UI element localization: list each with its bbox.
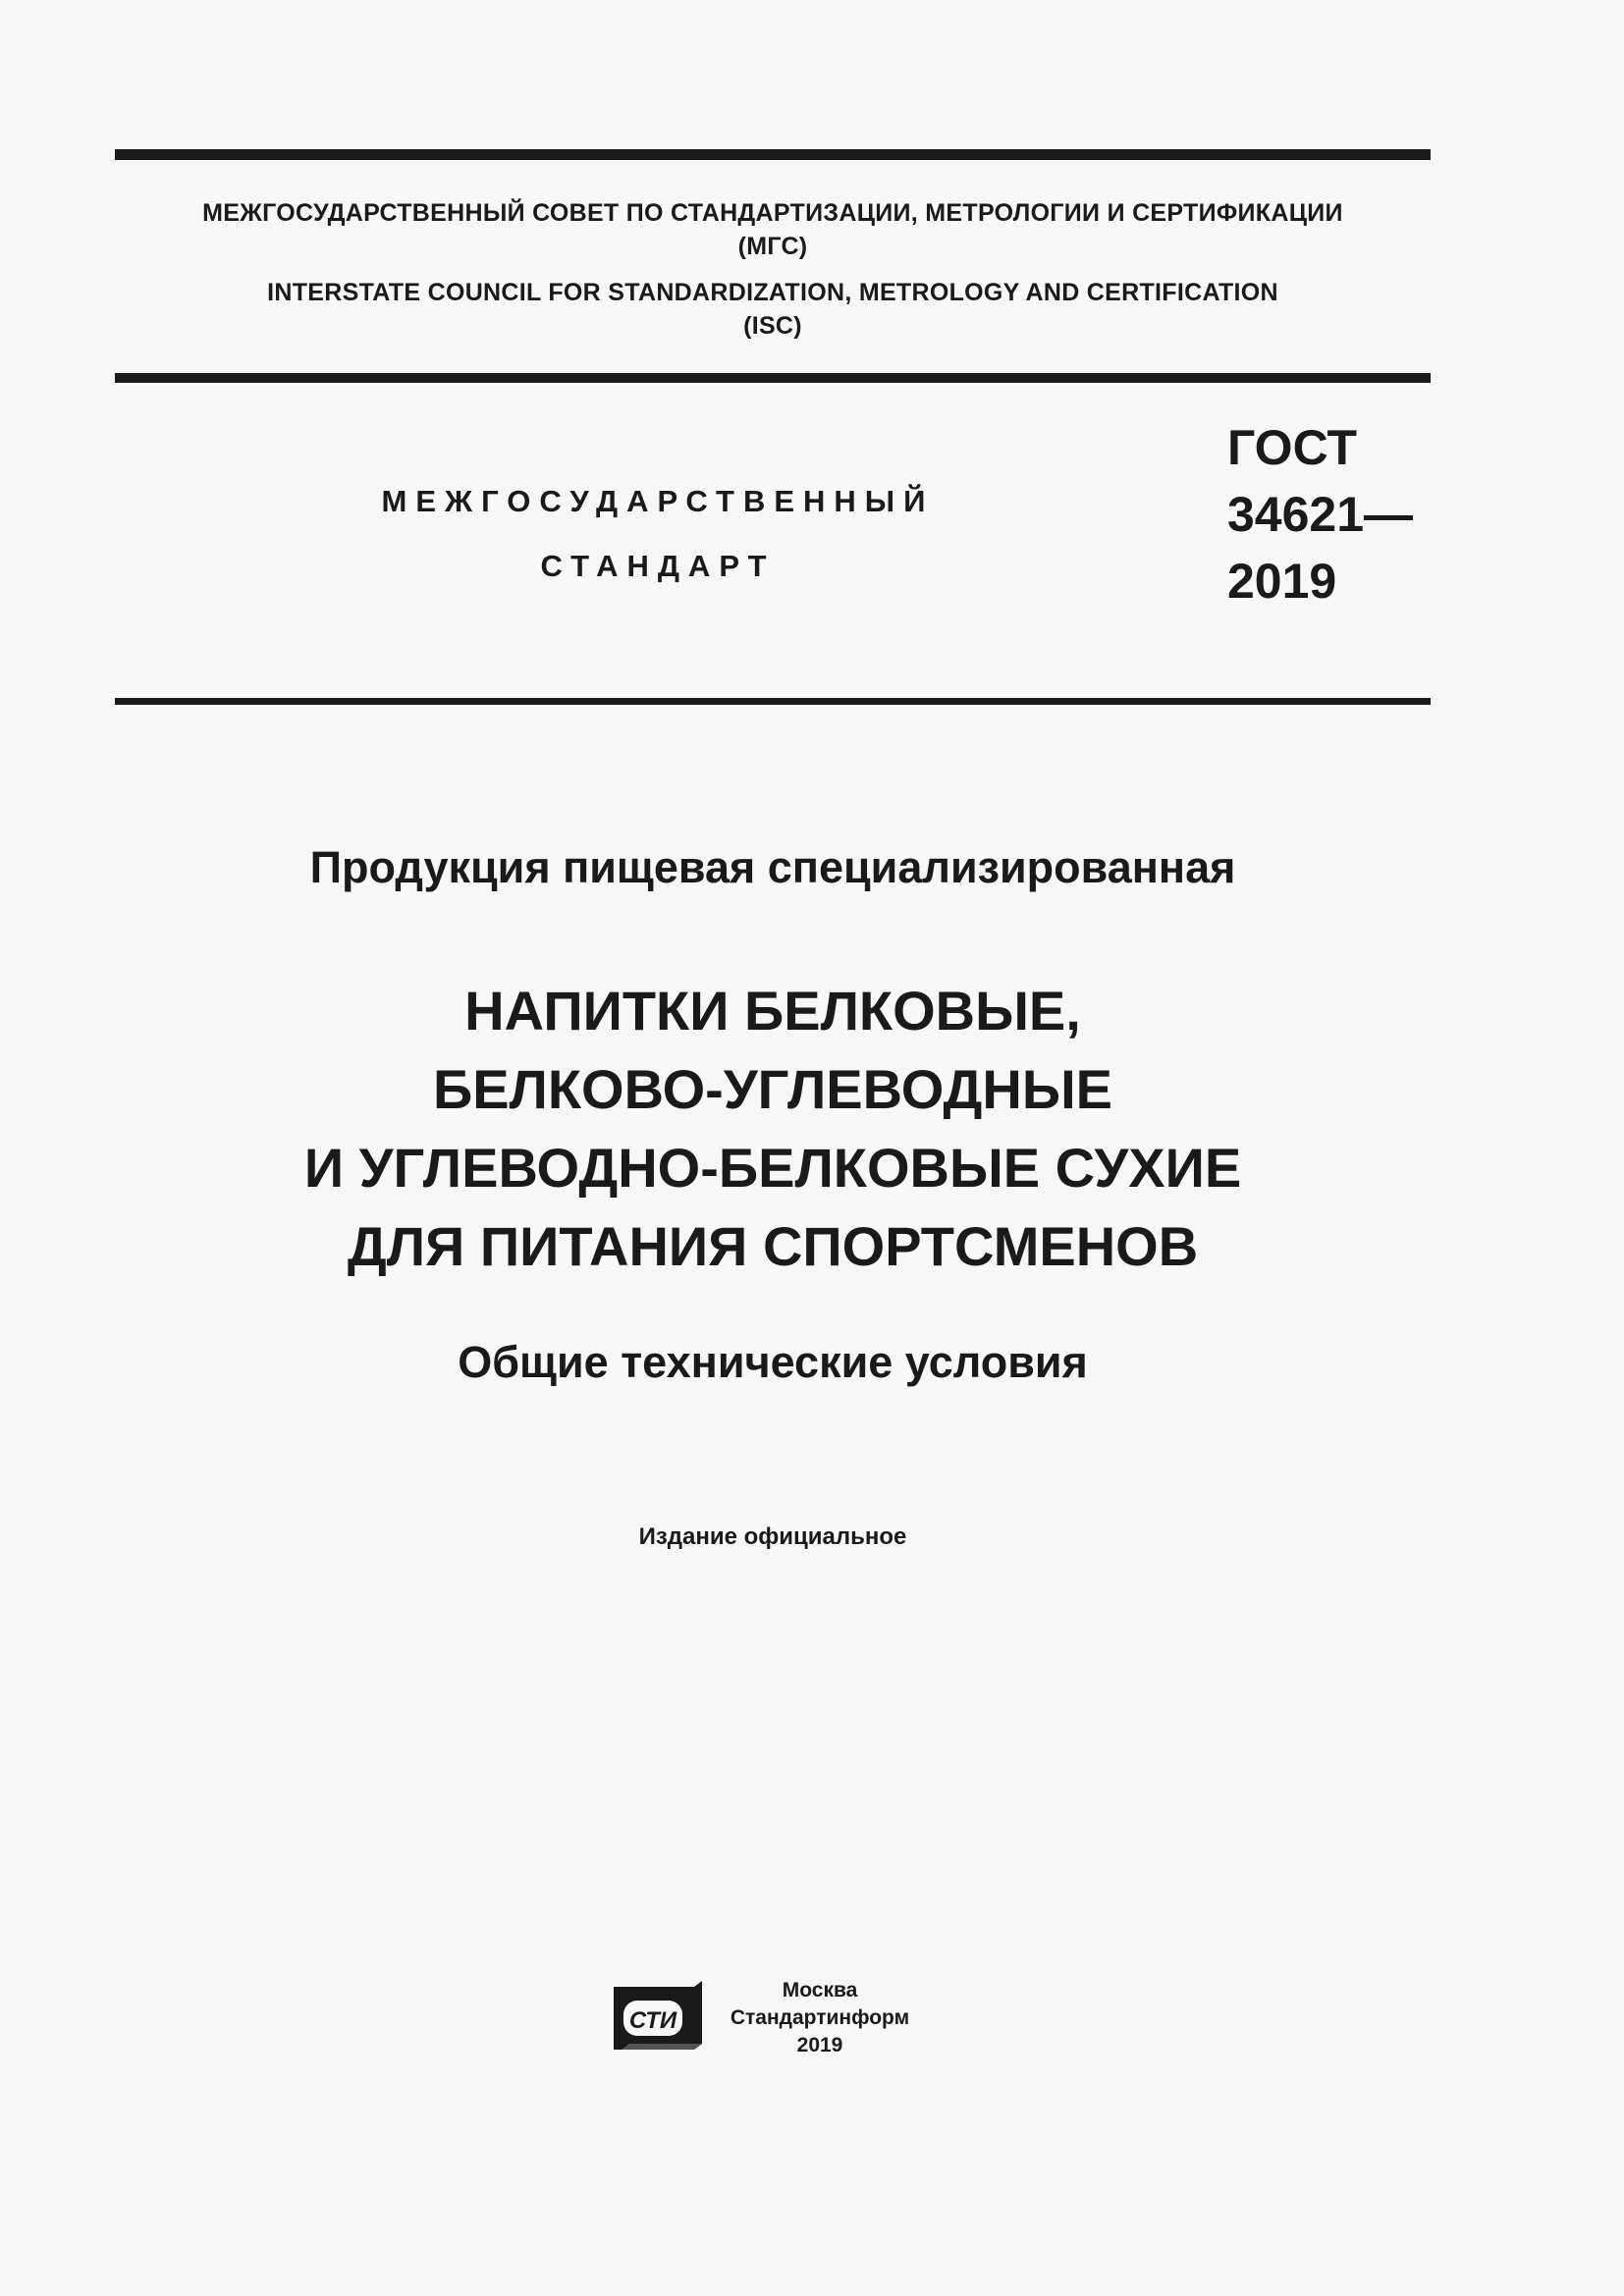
- council-name-en: [115, 276, 1431, 343]
- subject-heading: Продукция пищевая специализированная: [309, 842, 1236, 892]
- standartinform-logo-icon: [612, 1979, 705, 2053]
- council-name-ru: [115, 196, 1431, 263]
- gost-label: ГОСТ: [1227, 420, 1357, 475]
- header-rule: [115, 373, 1431, 383]
- standard-kind: [285, 469, 1031, 599]
- title-rule: [115, 698, 1431, 705]
- title-line: БЕЛКОВО-УГЛЕВОДНЫЕ: [432, 1058, 1113, 1120]
- gost-year: 2019: [1227, 554, 1337, 609]
- council-ru-line: МЕЖГОСУДАРСТВЕННЫЙ СОВЕТ ПО СТАНДАРТИЗАЦИИ, МЕТРОЛОГИИ И СЕРТИФИКАЦИИ: [202, 199, 1343, 227]
- publisher-year: 2019: [796, 2034, 843, 2056]
- publisher-city: Москва: [782, 1979, 858, 2002]
- edition-label: Издание официальное: [638, 1523, 907, 1550]
- council-ru-abbr: (МГС): [737, 233, 808, 260]
- standard-kind-line1: МЕЖГОСУДАРСТВЕННЫЙ: [381, 484, 935, 518]
- conditions-subtitle: Общие технические условия: [458, 1337, 1088, 1387]
- top-rule: [115, 149, 1431, 160]
- publisher-name: Стандартинформ: [730, 2006, 910, 2029]
- title-line: ДЛЯ ПИТАНИЯ СПОРТСМЕНОВ: [347, 1215, 1199, 1277]
- document-title: [115, 972, 1431, 1286]
- gost-number: [1227, 414, 1413, 614]
- gost-code: 34621—: [1227, 487, 1414, 542]
- publisher-block: [717, 1977, 923, 2059]
- title-line: НАПИТКИ БЕЛКОВЫЕ,: [464, 980, 1081, 1041]
- council-en-abbr: (ISC): [743, 312, 802, 340]
- standard-kind-line2: СТАНДАРТ: [540, 549, 776, 583]
- council-en-line: INTERSTATE COUNCIL FOR STANDARDIZATION, METROLOGY AND CERTIFICATION: [267, 279, 1278, 306]
- svg-text:СТИ: СТИ: [628, 2007, 677, 2034]
- title-line: И УГЛЕВОДНО-БЕЛКОВЫЕ СУХИЕ: [303, 1137, 1242, 1199]
